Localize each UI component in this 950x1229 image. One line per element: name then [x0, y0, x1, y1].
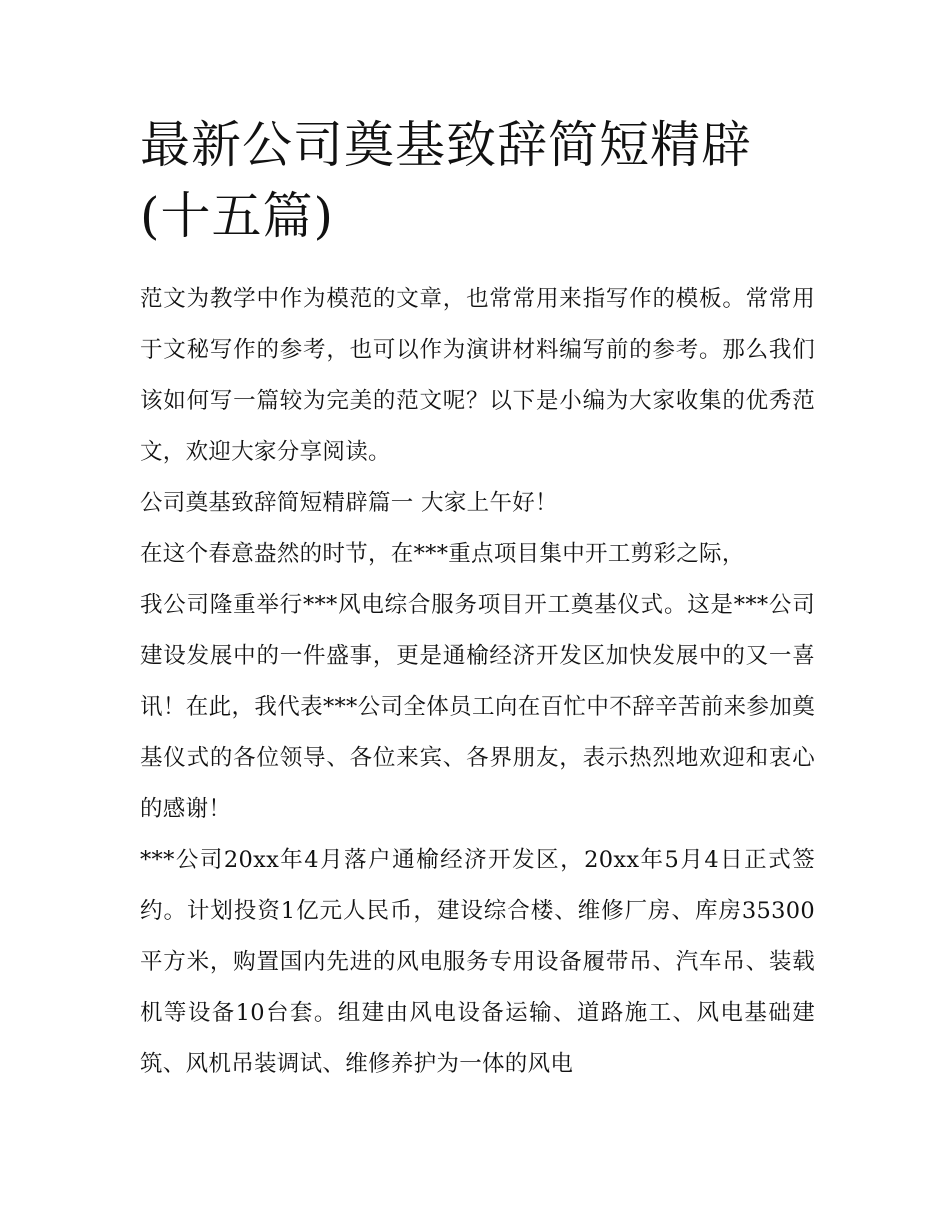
document-body [140, 274, 815, 1090]
paragraph-opening: 在这个春意盎然的时节，在***重点项目集中开工剪彩之际， [140, 541, 745, 567]
document-content [140, 110, 815, 1090]
paragraph-welcome: 我公司隆重举行***风电综合服务项目开工奠基仪式。这是***公司建设发展中的一件盛事，更是通榆经济开发区加快发展中的又一喜讯！在此，我代表***公司全体员工向在百忙中不辞辛苦前来参加奠基仪式的各位领导、各位来宾、各界朋友，表示热烈地欢迎和衷心的感谢！ [140, 592, 815, 822]
paragraph-section-heading: 公司奠基致辞简短精辟篇一 大家上午好！ [140, 490, 558, 516]
paragraph-intro: 范文为教学中作为模范的文章，也常常用来指写作的模板。常常用于文秘写作的参考，也可以作为演讲材料编写前的参考。那么我们该如何写一篇较为完美的范文呢？以下是小编为大家收集的优秀范文，欢迎大家分享阅读。 [140, 286, 815, 465]
paragraph-project-details: ***公司20xx年4月落户通榆经济开发区，20xx年5月4日正式签约。计划投资1亿元人民币，建设综合楼、维修厂房、库房35300平方米，购置国内先进的风电服务专用设备履带吊、汽车吊、装载机等设备10台套。组建由风电设备运输、道路施工、风电基础建筑、风机吊装调试、维修养护为一体的风电 [140, 847, 815, 1077]
document-title: 最新公司奠基致辞简短精辟(十五篇) [140, 116, 752, 245]
